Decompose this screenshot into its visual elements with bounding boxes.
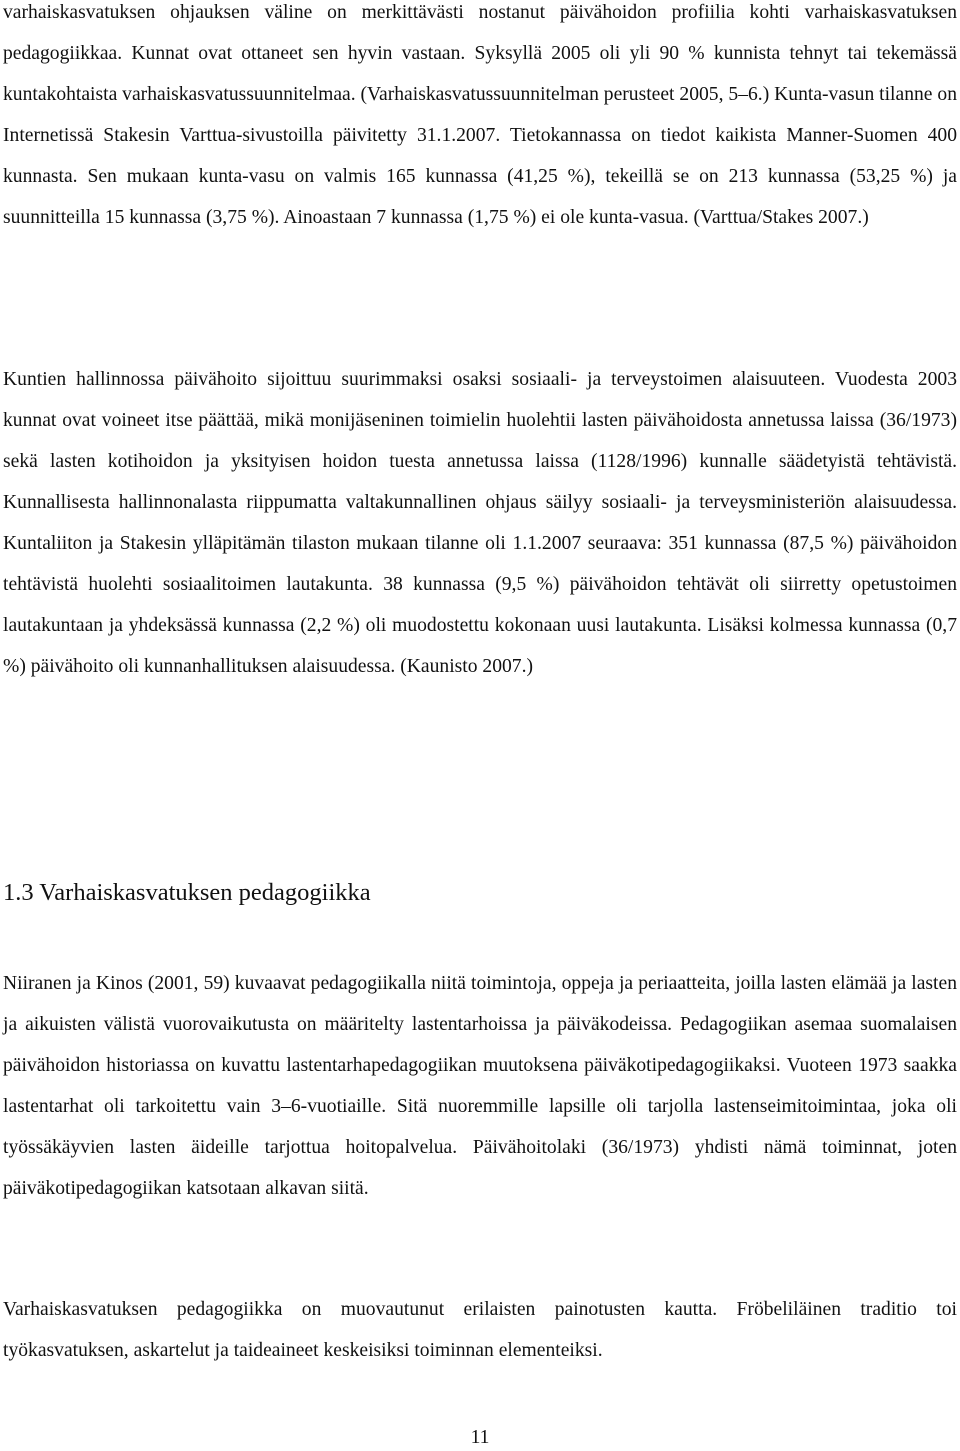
body-paragraph: Niiranen ja Kinos (2001, 59) kuvaavat pedagogiikalla niitä toimintoja, oppeja ja periaatteita, joilla lasten elämää ja lasten ja aikuisten välistä vuorovaikutusta on määritelty lastentarhoissa ja päiväkodeissa. Pedagogiikan asemaa suomalaisen päivähoidon historiassa on kuvattu lastentarhapedagogiikan muutoksena päiväkotipedagogiikaksi. Vuoteen 1973 saakka lastentarhat oli tarkoitettu vain 3–6-vuotiaille. Sitä nuoremmille lapsille oli tarjolla lastenseimitoimintaa, joka oli työssäkäyvien lasten äideille tarjottua hoitopalvelua. Päivähoitolaki (36/1973) yhdisti nämä toiminnat, joten päiväkotipedagogiikan katsotaan alkavan siitä. — [3, 973, 957, 1199]
section-heading: 1.3 Varhaiskasvatuksen pedagogiikka — [3, 879, 371, 906]
body-paragraph: Kuntien hallinnossa päivähoito sijoittuu suurimmaksi osaksi sosiaali- ja terveystoimen alaisuuteen. Vuodesta 2003 kunnat ovat voineet itse päättää, mikä monijäseninen toimielin huolehtii lasten päivähoidosta annetussa laissa (36/1973) sekä lasten kotihoidon ja yksityisen hoidon tuesta annetussa laissa (1128/1996) kunnalle säädetyistä tehtävistä. Kunnallisesta hallinnonalasta riippumatta valtakunnallinen ohjaus säilyy sosiaali- ja terveysministeriön alaisuudessa. Kuntaliiton ja Stakesin ylläpitämän tilaston mukaan tilanne oli 1.1.2007 seuraava: 351 kunnassa (87,5 %) päivähoidon tehtävistä huolehti sosiaalitoimen lautakunta. 38 kunnassa (9,5 %) päivähoidon tehtävät oli siirretty opetustoimen lautakuntaan ja yhdeksässä kunnassa (2,2 %) oli muodostettu kokonaan uusi lautakunta. Lisäksi kolmessa kunnassa (0,7 %) päivähoito oli kunnanhallituksen alaisuudessa. (Kaunisto 2007.) — [3, 369, 957, 677]
page-number: 11 — [470, 1427, 490, 1448]
body-paragraph: Varhaiskasvatuksen pedagogiikka on muovautunut erilaisten painotusten kautta. Fröbeliläinen traditio toi työkasvatuksen, askartelut ja taideaineet keskeisiksi toiminnan elementeiksi. — [3, 1299, 957, 1361]
body-paragraph: varhaiskasvatuksen ohjauksen väline on merkittävästi nostanut päivähoidon profiilia kohti varhaiskasvatuksen pedagogiikkaa. Kunnat ovat ottaneet sen hyvin vastaan. Syksyllä 2005 oli yli 90 % kunnista tehnyt tai tekemässä kuntakohtaista varhaiskasvatussuunnitelmaa. (Varhaiskasvatussuunnitelman perusteet 2005, 5–6.) Kunta-vasun tilanne on Internetissä Stakesin Varttua-sivustoilla päivitetty 31.1.2007. Tietokannassa on tiedot kaikista Manner-Suomen 400 kunnasta. Sen mukaan kunta-vasu on valmis 165 kunnassa (41,25 %), tekeillä se on 213 kunnassa (53,25 %) ja suunnitteilla 15 kunnassa (3,75 %). Ainoastaan 7 kunnassa (1,75 %) ei ole kunta-vasua. (Varttua/Stakes 2007.) — [3, 2, 957, 228]
